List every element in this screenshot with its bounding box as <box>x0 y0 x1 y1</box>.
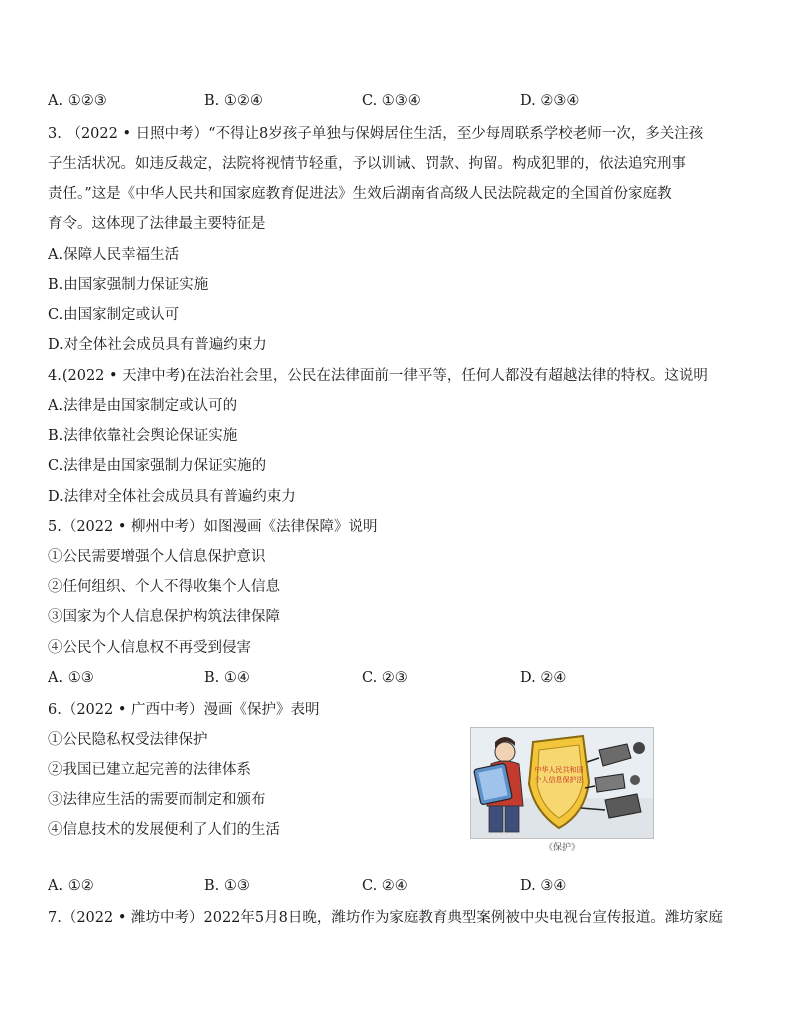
q4-option-a: A.法律是由国家制定或认可的 <box>48 398 238 414</box>
cartoon-figure <box>470 727 654 839</box>
q2-option-d: D. ②③④ <box>520 93 580 109</box>
q5-stem: 5.（2022 • 柳州中考）如图漫画《法律保障》说明 <box>48 519 378 535</box>
q2-option-b: B. ①②④ <box>204 93 263 109</box>
q5-statement-1: ①公民需要增强个人信息保护意识 <box>48 549 266 565</box>
q4-option-c: C.法律是由国家强制力保证实施的 <box>48 458 267 474</box>
q3-option-b: B.由国家强制力保证实施 <box>48 277 209 293</box>
q3-stem-line-2: 子生活状况。如违反裁定，法院将视情节轻重，予以训诫、罚款、拘留。构成犯罪的，依法追究刑事 <box>48 156 686 172</box>
q5-statement-3: ③国家为个人信息保护构筑法律保障 <box>48 609 280 625</box>
q7-stem: 7.（2022 • 潍坊中考）2022年5月8日晚，潍坊作为家庭教育典型案例被中央电视台宣传报道。潍坊家庭 <box>48 910 723 926</box>
q5-options <box>48 670 748 690</box>
q6-statement-3: ③法律应生活的需要而制定和颁布 <box>48 792 266 808</box>
shield-text-1: 中华人民共和国 <box>534 766 584 774</box>
q5-option-d: D. ②④ <box>520 670 567 686</box>
q6-option-b: B. ①③ <box>204 878 250 894</box>
q6-statement-1: ①公民隐私权受法律保护 <box>48 732 208 748</box>
q4-option-b: B.法律依靠社会舆论保证实施 <box>48 428 238 444</box>
q6-options <box>48 878 748 898</box>
q3-option-d: D.对全体社会成员具有普遍约束力 <box>48 337 267 353</box>
q3-stem-line-1: 3. （2022 • 日照中考）“不得让8岁孩子单独与保姆居住生活，至少每周联系学校老师一次，多关注孩 <box>48 126 704 142</box>
q2-options <box>48 93 748 113</box>
q5-option-a: A. ①③ <box>48 670 94 686</box>
q3-option-a: A.保障人民幸福生活 <box>48 247 180 263</box>
cartoon-caption: 《保护》 <box>543 843 580 853</box>
q5-statement-2: ②任何组织、个人不得收集个人信息 <box>48 579 280 595</box>
q3-option-c: C.由国家制定或认可 <box>48 307 180 323</box>
q4-stem: 4.(2022 • 天津中考)在法治社会里，公民在法律面前一律平等，任何人都没有超越法律的特权。这说明 <box>48 368 708 384</box>
q4-option-d: D.法律对全体社会成员具有普遍约束力 <box>48 489 296 505</box>
q6-option-a: A. ①② <box>48 878 94 894</box>
q2-option-c: C. ①③④ <box>362 93 421 109</box>
shield-text-2: 个人信息保护法 <box>534 776 584 784</box>
q6-option-d: D. ③④ <box>520 878 567 894</box>
q6-option-c: C. ②④ <box>362 878 408 894</box>
q6-statement-4: ④信息技术的发展便利了人们的生活 <box>48 822 280 838</box>
q6-statement-2: ②我国已建立起完善的法律体系 <box>48 762 251 778</box>
q5-option-b: B. ①④ <box>204 670 250 686</box>
q3-stem-line-4: 育令。这体现了法律最主要特征是 <box>48 216 266 232</box>
q2-option-a: A. ①②③ <box>48 93 107 109</box>
q5-option-c: C. ②③ <box>362 670 408 686</box>
q6-stem: 6.（2022 • 广西中考）漫画《保护》表明 <box>48 702 320 718</box>
q5-statement-4: ④公民个人信息权不再受到侵害 <box>48 640 251 656</box>
q3-stem-line-3: 责任。”这是《中华人民共和国家庭教育促进法》生效后湖南省高级人民法院裁定的全国首份家庭教 <box>48 186 672 202</box>
cartoon-illustration <box>471 728 653 838</box>
